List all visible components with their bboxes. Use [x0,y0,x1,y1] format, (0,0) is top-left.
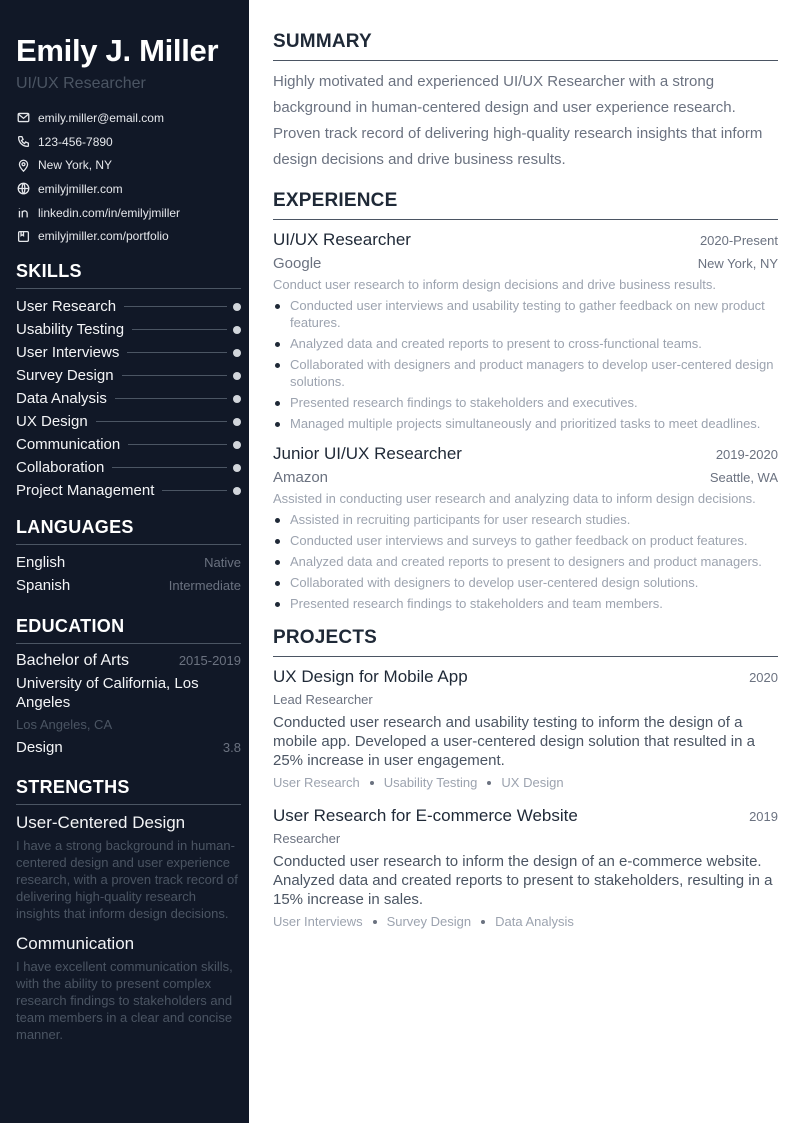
language-name: Spanish [16,577,71,595]
skill-item [16,341,241,364]
projects-heading: PROJECTS [273,626,778,657]
project-tag: UX Design [501,775,564,790]
skill-divider [162,490,227,491]
education-field: Design [16,739,63,757]
summary-section [273,30,778,173]
skill-dot-icon [233,395,241,403]
globe-icon [16,182,30,196]
contact-website[interactable] [16,177,241,201]
skills-heading: SKILLS [16,260,241,289]
project-tag: User Research [273,775,360,790]
job-bullet: Presented research findings to stakeholders and executives. [273,394,778,411]
job-bullet: Presented research findings to stakeholders and team members. [273,595,778,612]
job-title-row [273,442,778,466]
job-entry [273,228,778,432]
skill-item [16,410,241,433]
skill-label: Survey Design [16,367,114,385]
skill-label: UX Design [16,413,88,431]
language-level: Native [204,555,241,571]
job-bullet: Collaborated with designers and product managers to develop user-centered design solutions. [273,356,778,390]
strength-desc: I have excellent communication skills, with the ability to present complex research findings to stakeholders and team members in a clear and concise manner. [16,959,233,1043]
job-title: Junior UI/UX Researcher [273,444,462,463]
job-bullet: Conducted user interviews and usability testing to gather feedback on new product features. [273,297,778,331]
project-year: 2020 [749,670,778,685]
contact-location [16,153,241,177]
job-bullet: Assisted in recruiting participants for user research studies. [273,511,778,528]
skill-item [16,295,241,318]
linkedin-icon [16,206,30,220]
job-desc: Conduct user research to inform design decisions and drive business results. [273,277,716,292]
tag-separator-icon [370,781,374,785]
skill-label: Usability Testing [16,321,125,339]
contact-email[interactable] [16,106,241,130]
contact-text: New York, NY [38,158,113,173]
project-entry [273,804,778,931]
project-desc: Conducted user research to inform the design of an e-commerce website. Analyzed data and created reports to present to stakeholders, resulting in a 15% increase in sales. [273,853,773,908]
education-gpa: 3.8 [222,740,241,756]
strength-desc: I have a strong background in human-centered design and user experience research, with a proven track record of delivering high-quality research insights that inform design decisions. [16,838,238,922]
project-tags [273,774,778,792]
skill-dot-icon [233,487,241,495]
job-desc: Assisted in conducting user research and analyzing data to inform design decisions. [273,491,756,506]
phone-icon [16,135,30,149]
languages-heading: LANGUAGES [16,516,241,545]
summary-heading: SUMMARY [273,30,778,61]
strength-item [16,932,241,1043]
education-school: University of California, Los Angeles [16,675,199,712]
languages-section [16,516,241,597]
portfolio-icon [16,229,30,243]
skill-dot-icon [233,372,241,380]
job-bullet: Managed multiple projects simultaneously and prioritized tasks to meet deadlines. [273,415,778,432]
skill-dot-icon [233,303,241,311]
education-field-row [16,738,241,758]
skills-section [16,260,241,502]
contact-linkedin[interactable] [16,201,241,225]
skill-label: Collaboration [16,459,105,477]
job-location: New York, NY [697,256,778,271]
experience-section [273,189,778,612]
education-degree: Bachelor of Arts [16,652,129,670]
job-dates: 2020-Present [699,233,778,248]
person-name: Emily J. Miller [16,33,219,68]
tag-separator-icon [373,920,377,924]
project-title: User Research for E-commerce Website [273,806,578,825]
project-role: Lead Researcher [273,692,373,707]
language-name: English [16,554,66,572]
job-company: Google [273,255,322,272]
project-year: 2019 [749,809,778,824]
project-tag: Survey Design [386,914,472,929]
skill-divider [112,467,227,468]
skill-divider [127,352,227,353]
language-item [16,551,241,574]
education-section [16,615,241,758]
education-location: Los Angeles, CA [16,717,113,733]
job-company-row [273,466,778,490]
contact-phone[interactable] [16,130,241,154]
project-title-row [273,665,778,689]
project-title: UX Design for Mobile App [273,667,468,686]
skill-dot-icon [233,464,241,472]
job-entry [273,442,778,612]
skill-item [16,433,241,456]
skill-dot-icon [233,441,241,449]
skill-label: User Research [16,298,117,316]
contact-text: emily.miller@email.com [38,110,164,125]
job-title: UI/UX Researcher [273,230,411,249]
skill-dot-icon [233,349,241,357]
skill-divider [124,306,227,307]
language-level: Intermediate [168,578,241,594]
job-bullets [273,511,778,612]
contact-text: emilyjmiller.com [38,181,123,196]
job-dates: 2019-2020 [715,447,778,462]
project-tag: Usability Testing [383,775,478,790]
mail-icon [16,111,30,125]
projects-section [273,626,778,931]
person-title: UI/UX Researcher [16,75,146,92]
skill-divider [122,375,227,376]
strength-title: Communication [16,934,135,954]
project-tag: User Interviews [273,914,363,929]
project-tag: Data Analysis [495,914,574,929]
sidebar [0,0,249,1123]
skill-item [16,318,241,341]
job-company: Amazon [273,469,329,486]
strengths-heading: STRENGTHS [16,776,241,805]
tag-separator-icon [481,920,485,924]
location-icon [16,158,30,172]
contact-text: emilyjmiller.com/portfolio [38,229,169,244]
job-bullet: Conducted user interviews and surveys to gather feedback on product features. [273,532,778,549]
skill-dot-icon [233,326,241,334]
contact-portfolio[interactable] [16,224,241,248]
project-tags [273,913,778,931]
job-bullet: Analyzed data and created reports to present to designers and product managers. [273,553,778,570]
strength-item [16,811,241,922]
education-degree-row [16,650,241,672]
job-bullet: Analyzed data and created reports to present to cross-functional teams. [273,335,778,352]
main-content [273,30,778,943]
skill-dot-icon [233,418,241,426]
strengths-section [16,776,241,1043]
job-bullet: Collaborated with designers to develop user-centered design solutions. [273,574,778,591]
job-company-row [273,252,778,276]
contact-text: linkedin.com/in/emilyjmiller [38,205,181,220]
skill-divider [115,398,227,399]
project-role: Researcher [273,831,341,846]
skill-item [16,456,241,479]
experience-heading: EXPERIENCE [273,189,778,220]
skill-divider [96,421,227,422]
education-years: 2015-2019 [178,653,241,669]
skill-label: Data Analysis [16,390,107,408]
skill-item [16,479,241,502]
summary-text: Highly motivated and experienced UI/UX Researcher with a strong background in human-centered design and user experience research. Proven track record of delivering high-quality research insights that inform design decisions and drive business results. [273,73,763,168]
skill-label: Project Management [16,482,155,500]
job-location: Seattle, WA [709,470,778,485]
tag-separator-icon [487,781,491,785]
strength-title: User-Centered Design [16,813,186,833]
skill-divider [132,329,227,330]
skill-label: User Interviews [16,344,120,362]
education-heading: EDUCATION [16,615,241,644]
job-title-row [273,228,778,252]
job-bullets [273,297,778,432]
contact-list [16,106,241,248]
skill-item [16,387,241,410]
language-item [16,574,241,597]
project-entry [273,665,778,792]
project-desc: Conducted user research and usability testing to inform the design of a mobile app. Developed a user-centered design solution that resulted in a 25% increase in user engagement. [273,714,755,769]
skill-label: Communication [16,436,121,454]
skill-item [16,364,241,387]
skill-divider [128,444,227,445]
contact-text: 123-456-7890 [38,134,113,149]
project-title-row [273,804,778,828]
